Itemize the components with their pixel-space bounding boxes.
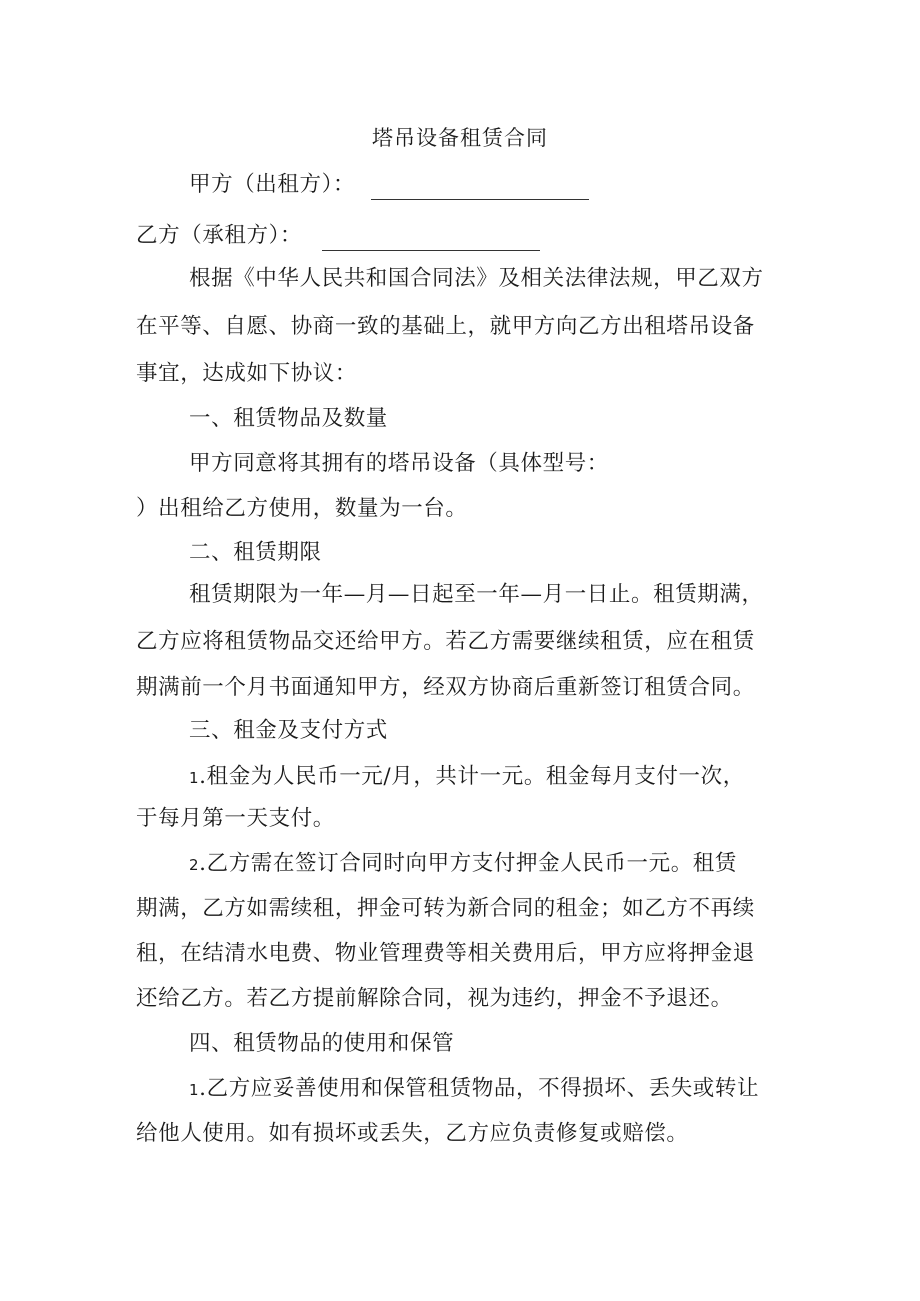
intro-line-3: 事宜，达成如下协议： <box>136 361 358 386</box>
item-number: 1 <box>189 769 200 787</box>
party-b-label: 乙方（承租方）： <box>136 223 303 248</box>
section-3-item-2-line-4: 还给乙方。若乙方提前解除合同，视为违约，押金不予退还。 <box>136 986 733 1011</box>
section-2-heading: 二、租赁期限 <box>189 540 322 565</box>
section-1-line-1: 甲方同意将其拥有的塔吊设备（具体型号： <box>189 451 609 476</box>
section-2-line-2: 乙方应将租赁物品交还给甲方。若乙方需要继续租赁，应在租赁 <box>136 629 755 654</box>
intro-line-1: 根据《中华人民共和国合同法》及相关法律法规，甲乙双方 <box>189 266 764 291</box>
section-3-item-2-line-3: 租，在结清水电费、物业管理费等相关费用后，甲方应将押金退 <box>136 941 755 966</box>
section-1-line-2: ）出租给乙方使用，数量为一台。 <box>136 496 468 521</box>
section-1-heading: 一、租赁物品及数量 <box>189 406 388 431</box>
section-4-item-1-line-1: 1.乙方应妥善使用和保管租赁物品，不得损坏、丢失或转让 <box>189 1076 760 1101</box>
section-2-line-3: 期满前一个月书面通知甲方，经双方协商后重新签订租赁合同。 <box>136 675 755 700</box>
section-4-heading: 四、租赁物品的使用和保管 <box>189 1031 455 1056</box>
section-3-item-2-line-1: 2.乙方需在签订合同时向甲方支付押金人民币一元。租赁 <box>189 851 737 876</box>
section-3-item-1-line-2: 于每月第一天支付。 <box>136 806 335 831</box>
item-number: 2 <box>189 856 200 874</box>
party-a-label: 甲方（出租方）： <box>189 172 356 197</box>
document-title: 塔吊设备租赁合同 <box>372 126 548 150</box>
section-3-item-2-line-2: 期满，乙方如需续租，押金可转为新合同的租金；如乙方不再续 <box>136 896 755 921</box>
section-3-heading: 三、租金及支付方式 <box>189 718 388 743</box>
party-a-line <box>189 170 589 200</box>
section-2-line-1: 租赁期限为一年—月—日起至一年—月一日止。租赁期满， <box>189 582 764 607</box>
item-number: 1 <box>189 1081 200 1099</box>
party-b-line <box>136 221 540 251</box>
party-b-blank <box>322 230 540 251</box>
intro-line-2: 在平等、自愿、协商一致的基础上，就甲方向乙方出租塔吊设备 <box>136 314 755 339</box>
party-a-blank <box>371 179 589 200</box>
section-3-item-1-line-1: 1.租金为人民币一元/月，共计一元。租金每月支付一次， <box>189 764 745 789</box>
section-4-item-1-line-2: 给他人使用。如有损坏或丢失，乙方应负责修复或赔偿。 <box>136 1121 689 1146</box>
